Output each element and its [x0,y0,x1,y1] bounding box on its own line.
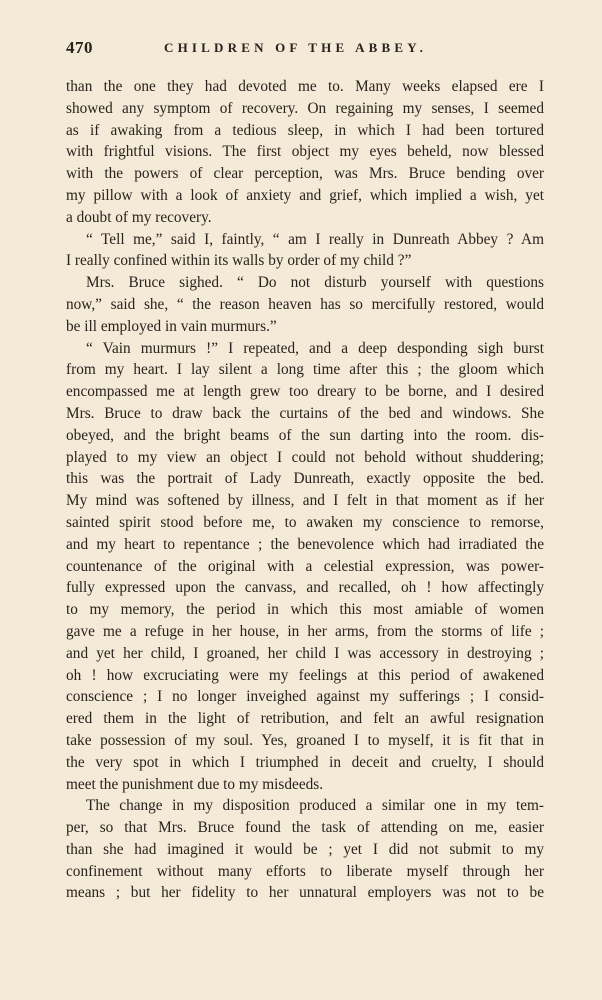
text-line: played to my view an object I could not behold without shuddering; [66,448,544,466]
text-line: I really confined within its walls by order of my child ?” [66,252,412,270]
body-text [66,76,544,904]
text-line: my pillow with a look of anxiety and grief, which implied a wish, yet [66,186,544,204]
text-line: as if awaking from a tedious sleep, in which I had been tortured [66,121,544,139]
text-line: ered them in the light of retribution, and felt an awful resignation [66,710,544,728]
text-line: gave me a refuge in her house, in her arms, from the storms of life ; [66,622,544,640]
text-line: showed any symptom of recovery. On regaining my senses, I seemed [66,99,544,117]
text-line: with frightful visions. The first object my eyes beheld, now blessed [66,143,544,161]
text-line: “ Tell me,” said I, faintly, “ am I really in Dunreath Abbey ? Am [86,230,544,248]
text-line: with the powers of clear perception, was Mrs. Bruce bending over [66,165,544,183]
text-line: from my heart. I lay silent a long time after this ; the gloom which [66,361,544,379]
text-line: fully expressed upon the canvass, and recalled, oh ! how affectingly [66,579,544,597]
page-header [66,38,546,64]
text-line: My mind was softened by illness, and I felt in that moment as if her [66,492,544,510]
text-line: take possession of my soul. Yes, groaned I to myself, it is fit that in [66,731,544,749]
text-line: this was the portrait of Lady Dunreath, exactly opposite the bed. [66,470,544,488]
text-line: “ Vain murmurs !” I repeated, and a deep desponding sigh burst [86,339,544,357]
text-line: confinement without many efforts to liberate myself through her [66,862,544,880]
text-line: the very spot in which I triumphed in deceit and cruelty, I should [66,753,544,771]
text-line: Mrs. Bruce to draw back the curtains of the bed and windows. She [66,404,544,422]
page-number: 470 [66,38,93,57]
text-line: to my memory, the period in which this most amiable of women [66,601,544,619]
text-line: per, so that Mrs. Bruce found the task of attending on me, easier [66,819,544,837]
text-line: and yet her child, I groaned, her child I was accessory in destroying ; [66,644,544,662]
text-line: now,” said she, “ the reason heaven has so mercifully restored, would [66,295,544,313]
text-line: sainted spirit stood before me, to awaken my conscience to remorse, [66,513,544,531]
text-line: be ill employed in vain murmurs.” [66,317,277,335]
text-line: meet the punishment due to my misdeeds. [66,775,324,793]
running-head: CHILDREN OF THE ABBEY. [164,40,428,55]
text-line: and my heart to repentance ; the benevolence which had irradiated the [66,535,544,553]
text-line: than she had imagined it would be ; yet I did not submit to my [66,840,544,858]
text-line: The change in my disposition produced a similar one in my tem- [86,797,544,815]
text-line: countenance of the original with a celestial expression, was power- [66,557,544,575]
text-line: oh ! how excruciating were my feelings at this period of awakened [66,666,544,684]
text-line: a doubt of my recovery. [66,208,212,226]
text-line: means ; but her fidelity to her unnatural employers was not to be [66,884,544,902]
text-line: Mrs. Bruce sighed. “ Do not disturb yourself with questions [86,274,544,292]
text-line: obeyed, and the bright beams of the sun darting into the room. dis- [66,426,544,444]
text-line: conscience ; I no longer inveighed against my sufferings ; I consid- [66,688,544,706]
text-line: encompassed me at length grew too dreary to be borne, and I desired [66,383,544,401]
text-line: than the one they had devoted me to. Many weeks elapsed ere I [66,78,544,95]
